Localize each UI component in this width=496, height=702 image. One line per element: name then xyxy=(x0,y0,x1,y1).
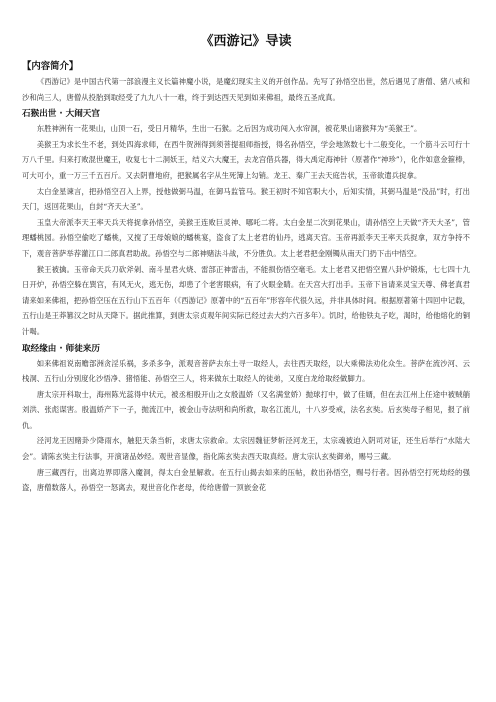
chapter2-paragraph-4: 唐三藏西行，出离边界即落入魔洞，得太白金星解救。在五行山揭去如来的压帖，救出孙悟空，赐号行者。因孙悟空打死劫经的强盗，唐僧数落人，孙悟空一怒离去，观世音化作老母，传给唐僧一顶嵌金花 xyxy=(22,467,470,493)
chapter2-paragraph-3: 泾河龙王因赌卦少降雨水，触犯天条当斩，求唐太宗救命。太宗因魏征梦斩泾河龙王，太宗魂被迫入阴司对证，还生后举行“水陆大会”。请陈玄奘主行法事，开演诸品妙经。观世音显像，指化陈玄奘去西天取真经。唐太宗认玄奘御弟，赐号三藏。 xyxy=(22,436,470,462)
intro-heading: 【内容简介】 xyxy=(22,61,79,72)
chapter1-heading: 石猴出世 · 大闹天宫 xyxy=(22,109,100,120)
chapter1-paragraph-4: 玉皇大帝派李天王率天兵天将捉拿孙悟空，美猴王连败巨灵神、哪吒二将。太白金星二次到花果山，请孙悟空上天做“齐天大圣”，管理蟠桃园。孙悟空偷吃了蟠桃，又搅了王母娘娘的蟠桃宴，盗食了太上老君的仙丹，逃离天宫。玉帝再派李天王率天兵捉拿，双方争持不下，观音菩萨举荐灌江口二郎真君助战。孙悟空与二郎神赌法斗战，不分胜负。太上老君把金刚镯从南天门扔下击中悟空。 xyxy=(22,217,470,258)
chapter1-paragraph-5: 猴王被擒。玉帝命天兵刀砍斧剁、南斗星君火烧、雷部正神雷击，不能损伤悟空毫毛。太上老君又把悟空置八卦炉锻炼，七七四十九日开炉，孙悟空躲在巽宫，有风无火，逃无伤，却患了个老害眼病，有了火眼金睛。在天宫大打出手。玉帝下旨请来灵宝天尊、佛老真君请来如来佛祖，把孙悟空压在五行山下五百年（《西游记》原著中的“五百年”形容年代很久远，并非具体时间。根据原著第十四回中记载，五行山是王莽篡汉之时从天降下。据此推算，到唐太宗贞观年间实际已经过去大约六百多年）。饥时，给他铁丸子吃，渴时，给他熔化的铜汁喝。 xyxy=(22,264,470,336)
document-title: 《西游记》导读 xyxy=(200,34,292,49)
chapter2-paragraph-1: 如来佛祖说南赡部洲贪淫乐祸，多杀多争，派观音菩萨去东土寻一取经人，去往西天取经，以大乘佛法劝化众生。菩萨在流沙河、云栈洞、五行山分别度化沙悟净、猪悟能、孙悟空三人，将来做东土取经人的徒弟，又度白龙给取经做脚力。 xyxy=(22,358,470,384)
chapter2-heading: 取经缘由 · 师徒来历 xyxy=(22,343,100,354)
chapter2-paragraph-2: 唐太宗开科取士，海州陈光蕊得中状元，被丞相殷开山之女殷温娇（又名满堂娇）抛球打中，做了佳婿，但在去江州上任途中被贼艄刘洪、张彪谋害。殷温娇产下一子，抛流江中，被金山寺法明和尚所救，取名江流儿，十八岁受戒，法名玄奘。后玄奘母子相见，报了前仇。 xyxy=(22,389,470,430)
chapter1-paragraph-1: 东胜神洲有一花果山，山顶一石，受日月精华，生出一石猴。之后因为成功闯入水帘洞，被花果山诸猴拜为“美猴王”。 xyxy=(36,124,422,134)
chapter1-paragraph-2: 美猴王为求长生不老，到处四海求师，在西牛贺洲得到须菩提祖师指授，得名孙悟空，学会地煞数七十二般变化，一个筋斗云可行十万八千里。归来打败混世魔王，收复七十二洞妖王，结义六大魔王，去龙宫借兵器，得大禹定海神针（原著作“神珍”），化作如意金箍棒，可大可小，重一万三千五百斤。又去阴曹地府，把猴属名字从生死簿上勾销。龙王、秦广王去天庭告状，玉帝欲遣兵捉拿。 xyxy=(22,139,470,180)
intro-paragraph: 《西游记》是中国古代第一部浪漫主义长篇神魔小说，是魔幻现实主义的开创作品。先写了孙悟空出世，然后遇见了唐僧、猪八戒和沙和尚三人，唐僧从投胎到取经受了九九八十一难，终于到达西天见到如来佛祖，最终五圣成真。 xyxy=(22,77,470,102)
chapter1-paragraph-3: 太白金星谏言，把孙悟空召入上界，授他做弼马温，在御马监管马。猴王初时不知官职大小，后知实情，其弼马温是“没品”时，打出天门，返回花果山，自封“齐天大圣”。 xyxy=(22,186,470,212)
